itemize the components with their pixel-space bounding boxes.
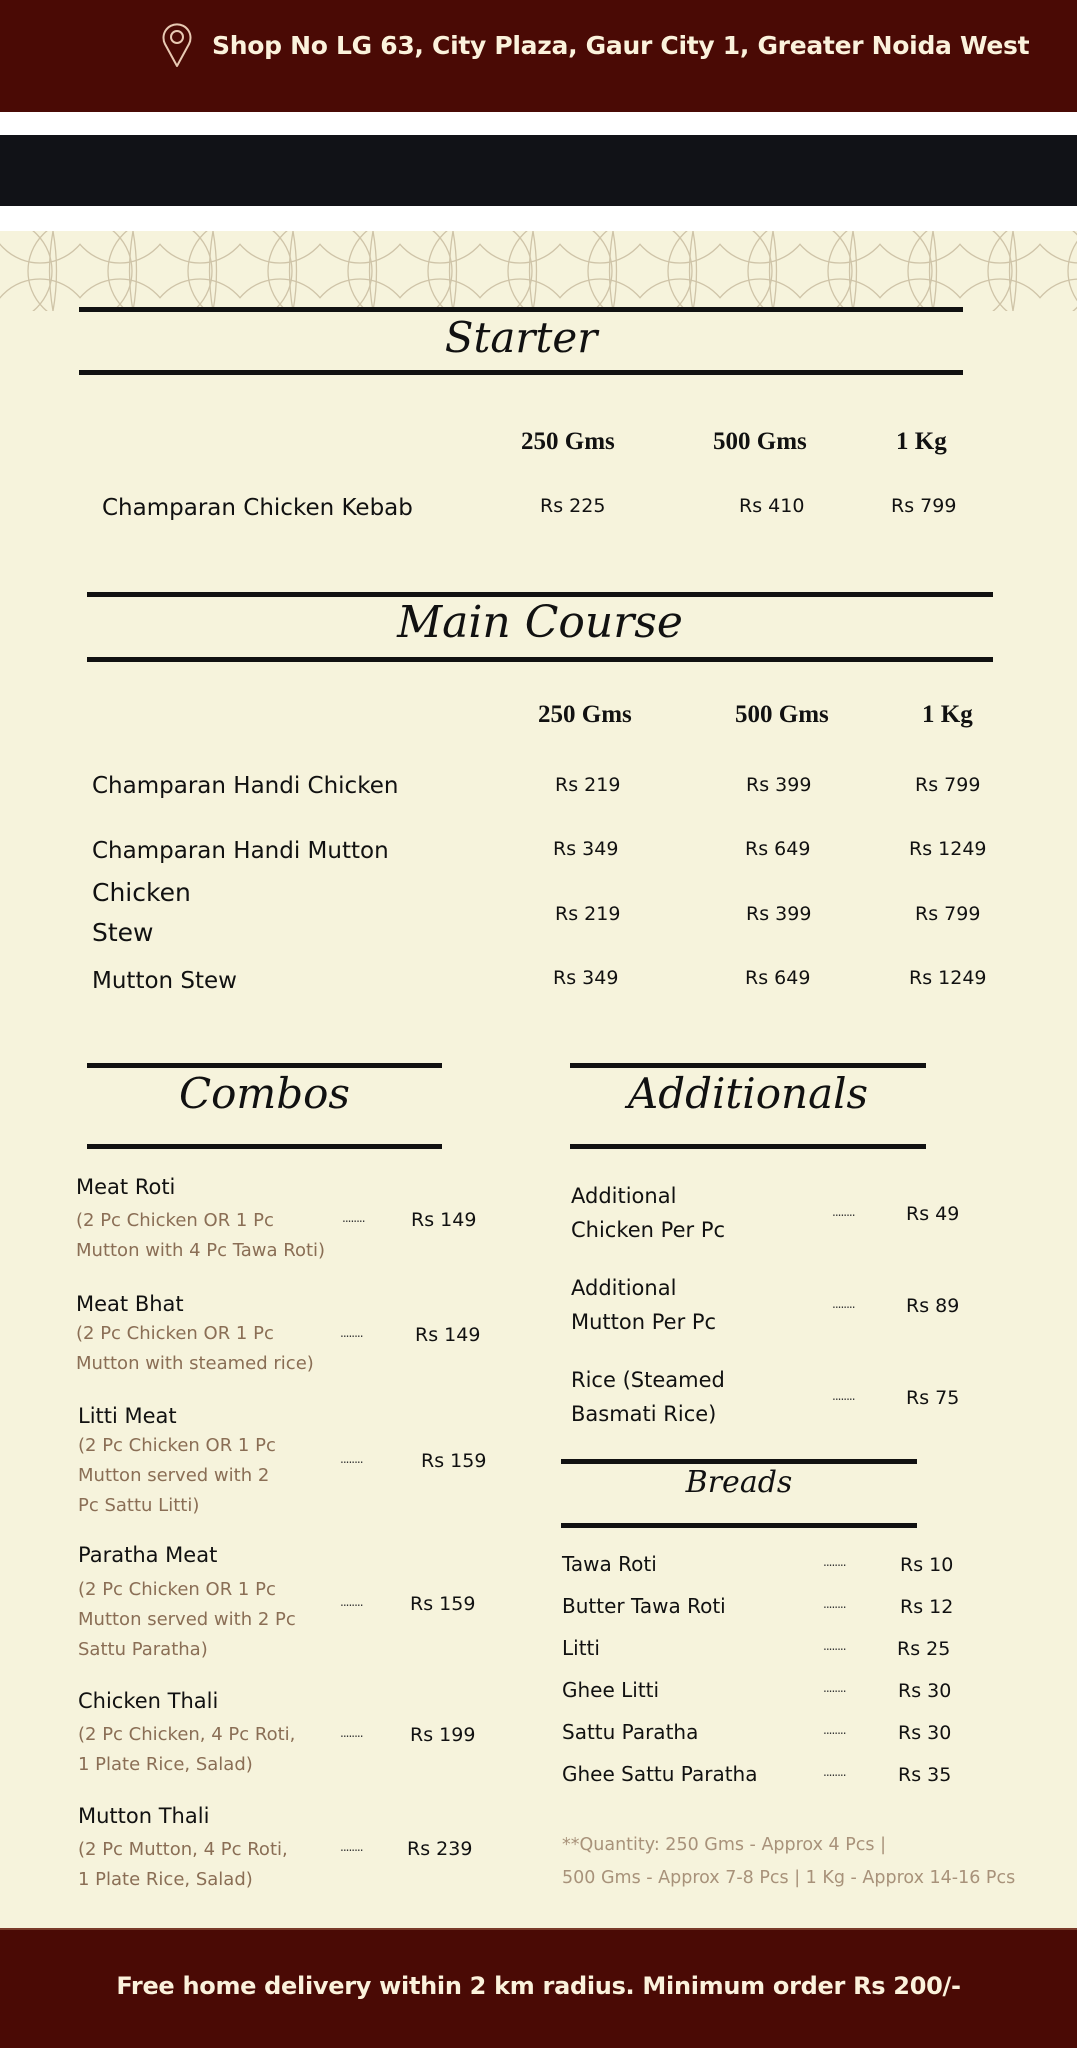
decorative-pattern bbox=[0, 231, 1077, 311]
additional-item-name bbox=[571, 1271, 716, 1339]
leader-dots: ........ bbox=[340, 1595, 363, 1609]
starter-col-500g: 500 Gms bbox=[713, 428, 807, 455]
address-block bbox=[160, 22, 1029, 68]
leader-dots: ........ bbox=[340, 1326, 363, 1340]
bread-item-name: Sattu Paratha bbox=[562, 1720, 699, 1744]
name-line: Chicken Per Pc bbox=[571, 1218, 726, 1242]
quantity-note bbox=[562, 1829, 1015, 1895]
main-item-price-250g: Rs 349 bbox=[553, 967, 619, 989]
main-item-price-500g: Rs 649 bbox=[745, 838, 811, 860]
starter-col-250g: 250 Gms bbox=[521, 428, 615, 455]
leader-dots: ........ bbox=[823, 1555, 846, 1569]
menu-body bbox=[0, 231, 1077, 1928]
bread-item-price: Rs 12 bbox=[900, 1596, 954, 1618]
desc-line: Pc Sattu Litti) bbox=[78, 1495, 200, 1516]
bread-item-name: Butter Tawa Roti bbox=[562, 1594, 726, 1618]
starter-price-500g: Rs 410 bbox=[739, 495, 805, 517]
main-item-name: Champaran Handi Chicken bbox=[92, 773, 399, 799]
desc-line: 1 Plate Rice, Salad) bbox=[78, 1869, 253, 1890]
combo-item-desc bbox=[78, 1720, 295, 1780]
main-item-name: Champaran Handi Mutton bbox=[92, 838, 389, 864]
combo-item-desc bbox=[76, 1206, 325, 1266]
main-item-price-1kg: Rs 799 bbox=[915, 903, 981, 925]
desc-line: (2 Pc Chicken OR 1 Pc bbox=[78, 1435, 276, 1456]
leader-dots: ........ bbox=[340, 1726, 363, 1740]
desc-line: (2 Pc Chicken, 4 Pc Roti, bbox=[78, 1724, 296, 1745]
main-item-price-1kg: Rs 1249 bbox=[909, 838, 987, 860]
leader-dots: ........ bbox=[342, 1211, 365, 1225]
bread-item-price: Rs 35 bbox=[898, 1764, 952, 1786]
combo-item-desc bbox=[76, 1319, 314, 1379]
additional-item-price: Rs 89 bbox=[906, 1295, 960, 1317]
starter-title: Starter bbox=[444, 313, 598, 362]
desc-line: Mutton with steamed rice) bbox=[76, 1353, 314, 1374]
additional-item-name bbox=[571, 1179, 725, 1247]
leader-dots: ........ bbox=[340, 1840, 363, 1854]
starter-price-250g: Rs 225 bbox=[540, 495, 606, 517]
leader-dots: ........ bbox=[340, 1452, 363, 1466]
leader-dots: ........ bbox=[823, 1597, 846, 1611]
main-item-price-250g: Rs 219 bbox=[555, 774, 621, 796]
combo-item-price: Rs 159 bbox=[421, 1450, 487, 1472]
combo-item-desc bbox=[78, 1575, 296, 1665]
leader-dots: ........ bbox=[832, 1297, 855, 1311]
bread-item-name: Ghee Litti bbox=[562, 1678, 660, 1702]
starter-price-1kg: Rs 799 bbox=[891, 495, 957, 517]
address-text: Shop No LG 63, City Plaza, Gaur City 1, Greater Noida West bbox=[212, 30, 1030, 60]
starter-col-1kg: 1 Kg bbox=[896, 428, 947, 455]
combo-item-price: Rs 149 bbox=[415, 1324, 481, 1346]
combo-item-price: Rs 149 bbox=[411, 1209, 477, 1231]
bread-item-price: Rs 30 bbox=[898, 1680, 952, 1702]
bread-item-name: Litti bbox=[562, 1636, 600, 1660]
starter-top-rule bbox=[79, 307, 963, 312]
leader-dots: ........ bbox=[823, 1681, 846, 1695]
additional-item-price: Rs 49 bbox=[906, 1203, 960, 1225]
combo-item-name: Paratha Meat bbox=[78, 1543, 218, 1567]
desc-line: Sattu Paratha) bbox=[78, 1639, 208, 1660]
starter-item-name: Champaran Chicken Kebab bbox=[102, 495, 413, 521]
main-item-price-500g: Rs 399 bbox=[746, 774, 812, 796]
breads-title: Breads bbox=[685, 1465, 793, 1500]
desc-line: Mutton with 4 Pc Tawa Roti) bbox=[76, 1240, 326, 1261]
footer-bar bbox=[0, 1928, 1077, 2048]
combo-item-name: Chicken Thali bbox=[78, 1689, 219, 1713]
main-col-1kg: 1 Kg bbox=[922, 701, 973, 728]
combo-item-name: Litti Meat bbox=[78, 1404, 177, 1428]
leader-dots: ........ bbox=[823, 1723, 846, 1737]
desc-line: Mutton served with 2 bbox=[78, 1465, 270, 1486]
breads-bottom-rule bbox=[561, 1523, 917, 1528]
combo-item-desc bbox=[78, 1835, 288, 1895]
main-course-title: Main Course bbox=[397, 597, 683, 648]
main-item-price-250g: Rs 349 bbox=[553, 838, 619, 860]
bread-item-price: Rs 10 bbox=[900, 1554, 954, 1576]
desc-line: (2 Pc Chicken OR 1 Pc bbox=[76, 1323, 274, 1344]
desc-line: (2 Pc Chicken OR 1 Pc bbox=[76, 1210, 274, 1231]
combo-item-name: Meat Roti bbox=[76, 1175, 176, 1199]
combo-item-name: Mutton Thali bbox=[78, 1804, 210, 1828]
desc-line: Mutton served with 2 Pc bbox=[78, 1609, 296, 1630]
header-bar bbox=[0, 0, 1077, 112]
combos-bottom-rule bbox=[87, 1144, 442, 1149]
bread-item-name: Tawa Roti bbox=[562, 1552, 657, 1576]
additionals-bottom-rule bbox=[570, 1144, 926, 1149]
quantity-note-line: **Quantity: 250 Gms - Approx 4 Pcs | bbox=[562, 1835, 886, 1855]
main-item-price-1kg: Rs 799 bbox=[915, 774, 981, 796]
desc-line: (2 Pc Chicken OR 1 Pc bbox=[78, 1579, 276, 1600]
delivery-note: Free home delivery within 2 km radius. Minimum order Rs 200/- bbox=[116, 1972, 961, 2000]
main-item-price-1kg: Rs 1249 bbox=[909, 967, 987, 989]
leader-dots: ........ bbox=[823, 1639, 846, 1653]
bread-item-price: Rs 25 bbox=[897, 1638, 951, 1660]
combo-item-price: Rs 239 bbox=[407, 1838, 473, 1860]
additionals-top-rule bbox=[570, 1063, 926, 1068]
main-col-500g: 500 Gms bbox=[735, 701, 829, 728]
main-item-name: Mutton Stew bbox=[92, 968, 237, 994]
leader-dots: ........ bbox=[832, 1205, 855, 1219]
combo-item-desc bbox=[78, 1431, 276, 1521]
desc-line: 1 Plate Rice, Salad) bbox=[78, 1754, 253, 1775]
additional-item-name bbox=[571, 1363, 725, 1431]
map-pin-icon bbox=[160, 22, 194, 68]
additional-item-price: Rs 75 bbox=[906, 1387, 960, 1409]
main-item-price-500g: Rs 399 bbox=[746, 903, 812, 925]
leader-dots: ........ bbox=[832, 1389, 855, 1403]
leader-dots: ........ bbox=[823, 1765, 846, 1779]
name-line: Basmati Rice) bbox=[571, 1402, 717, 1426]
bread-item-price: Rs 30 bbox=[898, 1722, 952, 1744]
main-item-name-line1: Chicken bbox=[92, 878, 191, 907]
name-line: Rice (Steamed bbox=[571, 1368, 725, 1392]
main-course-bottom-rule bbox=[87, 657, 993, 662]
starter-bottom-rule bbox=[79, 370, 963, 375]
main-item-price-250g: Rs 219 bbox=[555, 903, 621, 925]
quantity-note-line: 500 Gms - Approx 7-8 Pcs | 1 Kg - Approx 14-16 Pcs bbox=[562, 1868, 1016, 1888]
breads-top-rule bbox=[561, 1459, 917, 1464]
combo-item-price: Rs 159 bbox=[410, 1593, 476, 1615]
combos-top-rule bbox=[87, 1063, 442, 1068]
name-line: Additional bbox=[571, 1184, 677, 1208]
combo-item-name: Meat Bhat bbox=[76, 1292, 184, 1316]
main-col-250g: 250 Gms bbox=[538, 701, 632, 728]
combos-title: Combos bbox=[179, 1069, 350, 1118]
desc-line: (2 Pc Mutton, 4 Pc Roti, bbox=[78, 1839, 288, 1860]
name-line: Additional bbox=[571, 1276, 677, 1300]
bread-item-name: Ghee Sattu Paratha bbox=[562, 1762, 758, 1786]
additionals-title: Additionals bbox=[627, 1069, 869, 1118]
main-item-price-500g: Rs 649 bbox=[745, 967, 811, 989]
combo-item-price: Rs 199 bbox=[410, 1724, 476, 1746]
dark-banner bbox=[0, 135, 1077, 206]
main-item-name-line2: Stew bbox=[92, 918, 154, 947]
name-line: Mutton Per Pc bbox=[571, 1310, 717, 1334]
